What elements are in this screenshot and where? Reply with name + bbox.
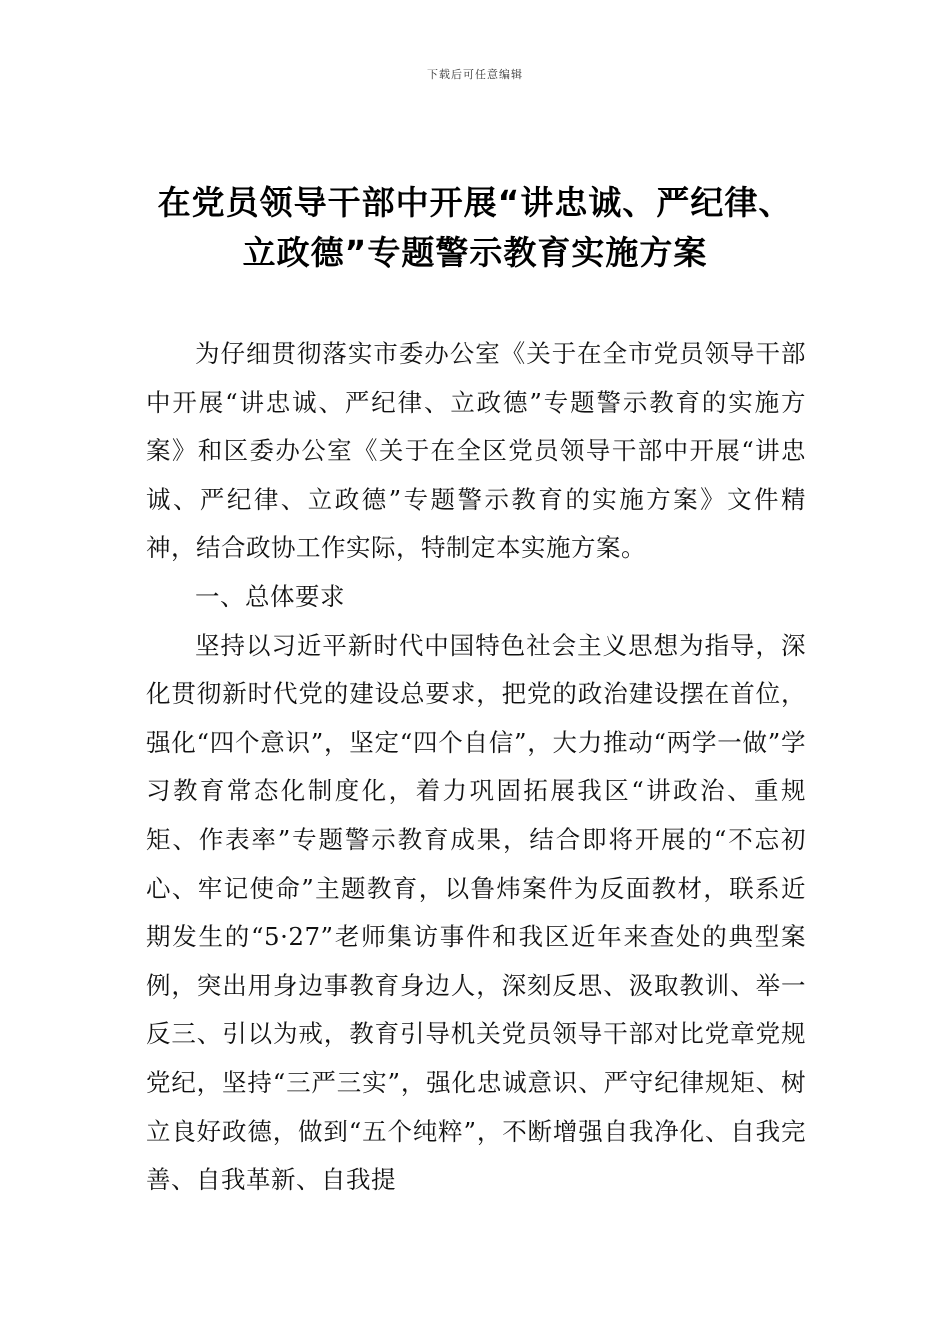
title-line-1: 在党员领导干部中开展“讲忠诚、严纪律、	[157, 183, 793, 222]
section-heading-overall-requirements: 一、总体要求	[195, 581, 345, 611]
header-note: 下载后可任意编辑	[427, 68, 523, 81]
title-line-2: 立政德”专题警示教育实施方案	[242, 233, 708, 272]
document-title	[110, 178, 840, 278]
paragraph-guiding-thought: 坚持以习近平新时代中国特色社会主义思想为指导，深化贯彻新时代党的建设总要求，把党的政治建设摆在首位，强化“四个意识”，坚定“四个自信”，大力推动“两学一做”学习教育常态化制度化，着力巩固拓展我区“讲政治、重规矩、作表率”专题警示教育成果，结合即将开展的“不忘初心、牢记使命”主题教育，以鲁炜案件为反面教材，联系近期发生的“5·27”老师集访事件和我区近年来查处的典型案例，突出用身边事教育身边人，深刻反思、汲取教训、举一反三、引以为戒，教育引导机关党员领导干部对比党章党规党纪，坚持“三严三实”，强化忠诚意识、严守纪律规矩、树立良好政德，做到“五个纯粹”，不断增强自我净化、自我完善、自我革新、自我提	[146, 630, 806, 1195]
paragraph-intro: 为仔细贯彻落实市委办公室《关于在全市党员领导干部中开展“讲忠诚、严纪律、立政德”专题警示教育的实施方案》和区委办公室《关于在全区党员领导干部中开展“讲忠诚、严纪律、立政德”专题警示教育的实施方案》文件精神，结合政协工作实际，特制定本实施方案。	[146, 339, 806, 563]
document-body	[146, 330, 806, 1205]
